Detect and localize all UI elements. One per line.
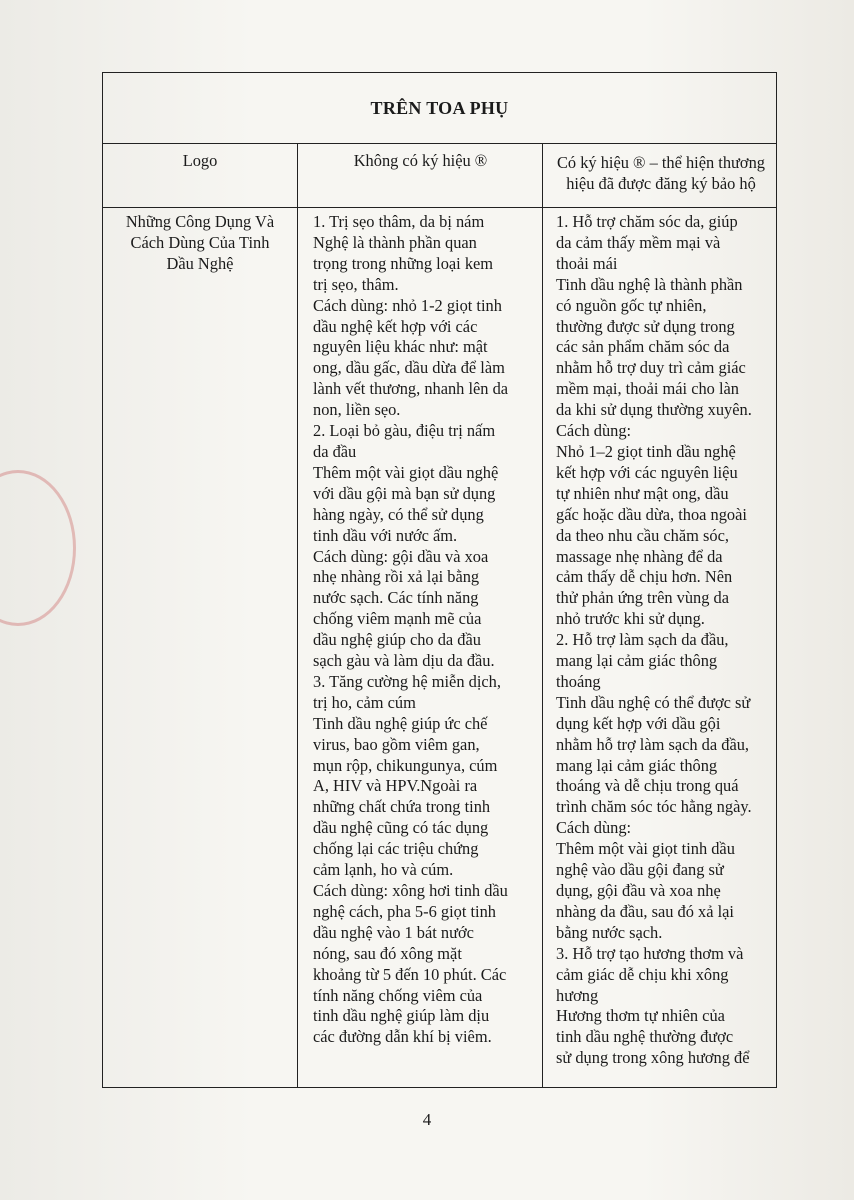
text-line: sử dụng trong xông hương để	[556, 1048, 750, 1068]
text-line: Hương thơm tự nhiên của	[556, 1006, 725, 1026]
with-symbol-content-cell	[544, 212, 778, 1069]
text-line: chống viêm mạnh mẽ của	[313, 609, 482, 629]
text-line: da khi sử dụng thường xuyên.	[556, 400, 752, 420]
text-line: tinh dầu với nước ấm.	[313, 525, 458, 545]
text-line: dầu nghệ giúp cho da đầu	[313, 630, 481, 650]
text-line: hương	[556, 985, 599, 1005]
header-without-symbol: Không có ký hiệu ®	[353, 151, 488, 170]
text-line: những chất chứa trong tinh	[313, 797, 491, 817]
row-label-cell	[103, 212, 297, 275]
table-title: TRÊN TOA PHỤ	[103, 73, 776, 144]
text-line: da theo nhu cầu chăm sóc,	[556, 525, 729, 545]
text-line: Cách dùng:	[556, 421, 632, 441]
text-line: Thêm một vài giọt tinh dầu	[556, 839, 735, 859]
text-line: bằng nước sạch.	[556, 922, 663, 942]
text-line: Thêm một vài giọt dầu nghệ	[313, 462, 499, 482]
text-line: Cách dùng:	[556, 818, 632, 838]
text-line: gấc hoặc dầu dừa, thoa ngoài	[556, 504, 747, 524]
page-number: 4	[422, 1110, 432, 1129]
text-line: A, HIV và HPV.Ngoài ra	[313, 776, 478, 796]
text-line: massage nhẹ nhàng để da	[556, 546, 723, 566]
text-line: nghệ vào dầu gội đang sử	[556, 860, 724, 880]
text-line: nước sạch. Các tính năng	[313, 588, 479, 608]
column-divider-2	[542, 144, 543, 1087]
text-line: các đường dẫn khí bị viêm.	[313, 1027, 492, 1047]
text-line: Tinh dầu nghệ có thể được sử	[556, 692, 751, 712]
text-line: nhỏ trước khi sử dụng.	[556, 609, 705, 629]
text-line: thoáng và dễ chịu trong quá	[556, 776, 739, 796]
row-label-line: Những Công Dụng Và	[125, 212, 275, 231]
text-line: mụn rộp, chikungunya, cúm	[313, 755, 498, 775]
text-line: trị sẹo, thâm.	[313, 274, 399, 294]
text-line: tính năng chống viêm của	[313, 985, 483, 1005]
text-line: tinh dầu nghệ thường được	[556, 1027, 734, 1047]
text-line: da cảm thấy mềm mại và	[556, 232, 721, 252]
text-line: dầu nghệ kết hợp với các	[313, 316, 478, 336]
text-line: 3. Tăng cường hệ miễn dịch,	[313, 671, 501, 691]
text-line: 2. Loại bỏ gàu, điệu trị nấm	[313, 421, 496, 441]
text-line: nhàng da đầu, sau đó xả lại	[556, 901, 734, 921]
header-logo: Logo	[182, 151, 218, 170]
text-line: ong, dầu gấc, dầu dừa để làm	[313, 358, 505, 378]
row-label-line: Dầu Nghệ	[166, 253, 234, 273]
text-line: sạch gàu và làm dịu da đầu.	[313, 651, 495, 671]
text-line: lành vết thương, nhanh lên da	[313, 379, 509, 399]
text-line: dầu nghệ vào 1 bát nước	[313, 922, 474, 942]
text-line: dầu nghệ cũng có tác dụng	[313, 818, 489, 838]
text-line: có nguồn gốc tự nhiên,	[556, 295, 707, 315]
text-line: các sản phẩm chăm sóc da	[556, 337, 730, 357]
column-divider-1	[297, 144, 298, 1087]
text-line: hàng ngày, có thể sử dụng	[313, 504, 484, 524]
text-line: nghệ cách, pha 5-6 giọt tinh	[313, 901, 496, 921]
text-line: Cách dùng: xông hơi tinh dầu	[313, 881, 508, 900]
text-line: tinh dầu nghệ giúp làm dịu	[313, 1006, 490, 1026]
text-line: khoảng từ 5 đến 10 phút. Các	[313, 964, 507, 984]
text-line: thoáng	[556, 671, 601, 691]
text-line: Tinh dầu nghệ là thành phần	[556, 274, 743, 294]
text-line: Cách dùng: nhỏ 1-2 giọt tinh	[313, 295, 502, 315]
text-line: nguyên liệu khác như: mật	[313, 337, 488, 357]
text-line: cảm thấy dễ chịu hơn. Nên	[556, 567, 733, 587]
text-line: thường được sử dụng trong	[556, 316, 735, 336]
text-line: 1. Trị sẹo thâm, da bị nám	[313, 212, 485, 231]
text-line: mềm mại, thoải mái cho làn	[556, 379, 739, 399]
text-line: 1. Hỗ trợ chăm sóc da, giúp	[556, 212, 738, 231]
text-line: cảm giác dễ chịu khi xông	[556, 964, 729, 984]
text-line: virus, bao gồm viêm gan,	[313, 734, 480, 754]
text-line: dụng, gội đầu và xoa nhẹ	[556, 881, 721, 900]
text-line: 2. Hỗ trợ làm sạch da đầu,	[556, 630, 729, 650]
text-line: mang lại cảm giác thông	[556, 651, 718, 671]
text-line: dụng kết hợp với dầu gội	[556, 713, 721, 733]
text-line: Nghệ là thành phần quan	[313, 232, 477, 252]
text-line: trọng trong những loại kem	[313, 253, 494, 273]
text-line: chống lại các triệu chứng	[313, 839, 479, 859]
text-line: nhằm hỗ trợ duy trì cảm giác	[556, 358, 746, 378]
text-line: cảm lạnh, ho và cúm.	[313, 860, 454, 880]
text-line: kết hợp với các nguyên liệu	[556, 462, 738, 482]
text-line: trị ho, cảm cúm	[313, 692, 416, 712]
text-line: non, liền sẹo.	[313, 400, 401, 420]
without-symbol-content-cell	[299, 212, 542, 1048]
text-line: thoải mái	[556, 253, 618, 273]
text-line: thử phản ứng trên vùng da	[556, 588, 729, 608]
text-line: Tinh dầu nghệ giúp ức chế	[313, 713, 488, 733]
text-line: nóng, sau đó xông mặt	[313, 943, 462, 963]
header-divider	[103, 207, 776, 208]
text-line: da đầu	[313, 441, 357, 461]
row-label-line: Cách Dùng Của Tinh	[130, 232, 270, 252]
faded-stamp-mark	[0, 470, 76, 626]
text-line: nhằm hỗ trợ làm sạch da đầu,	[556, 734, 750, 754]
document-table	[102, 72, 777, 1088]
header-with-symbol: Có ký hiệu ® – thể hiện thương hiệu đã được đăng ký bảo hộ	[556, 153, 765, 193]
text-line: nhẹ nhàng rồi xả lại bằng	[313, 567, 480, 587]
text-line: trình chăm sóc tóc hằng ngày.	[556, 797, 752, 817]
text-line: Nhỏ 1–2 giọt tinh dầu nghệ	[556, 441, 736, 461]
text-line: 3. Hỗ trợ tạo hương thơm và	[556, 943, 744, 963]
text-line: Cách dùng: gội dầu và xoa	[313, 546, 489, 566]
text-line: tự nhiên như mật ong, dầu	[556, 483, 729, 503]
text-line: mang lại cảm giác thông	[556, 755, 718, 775]
text-line: với dầu gội mà bạn sử dụng	[313, 483, 496, 503]
